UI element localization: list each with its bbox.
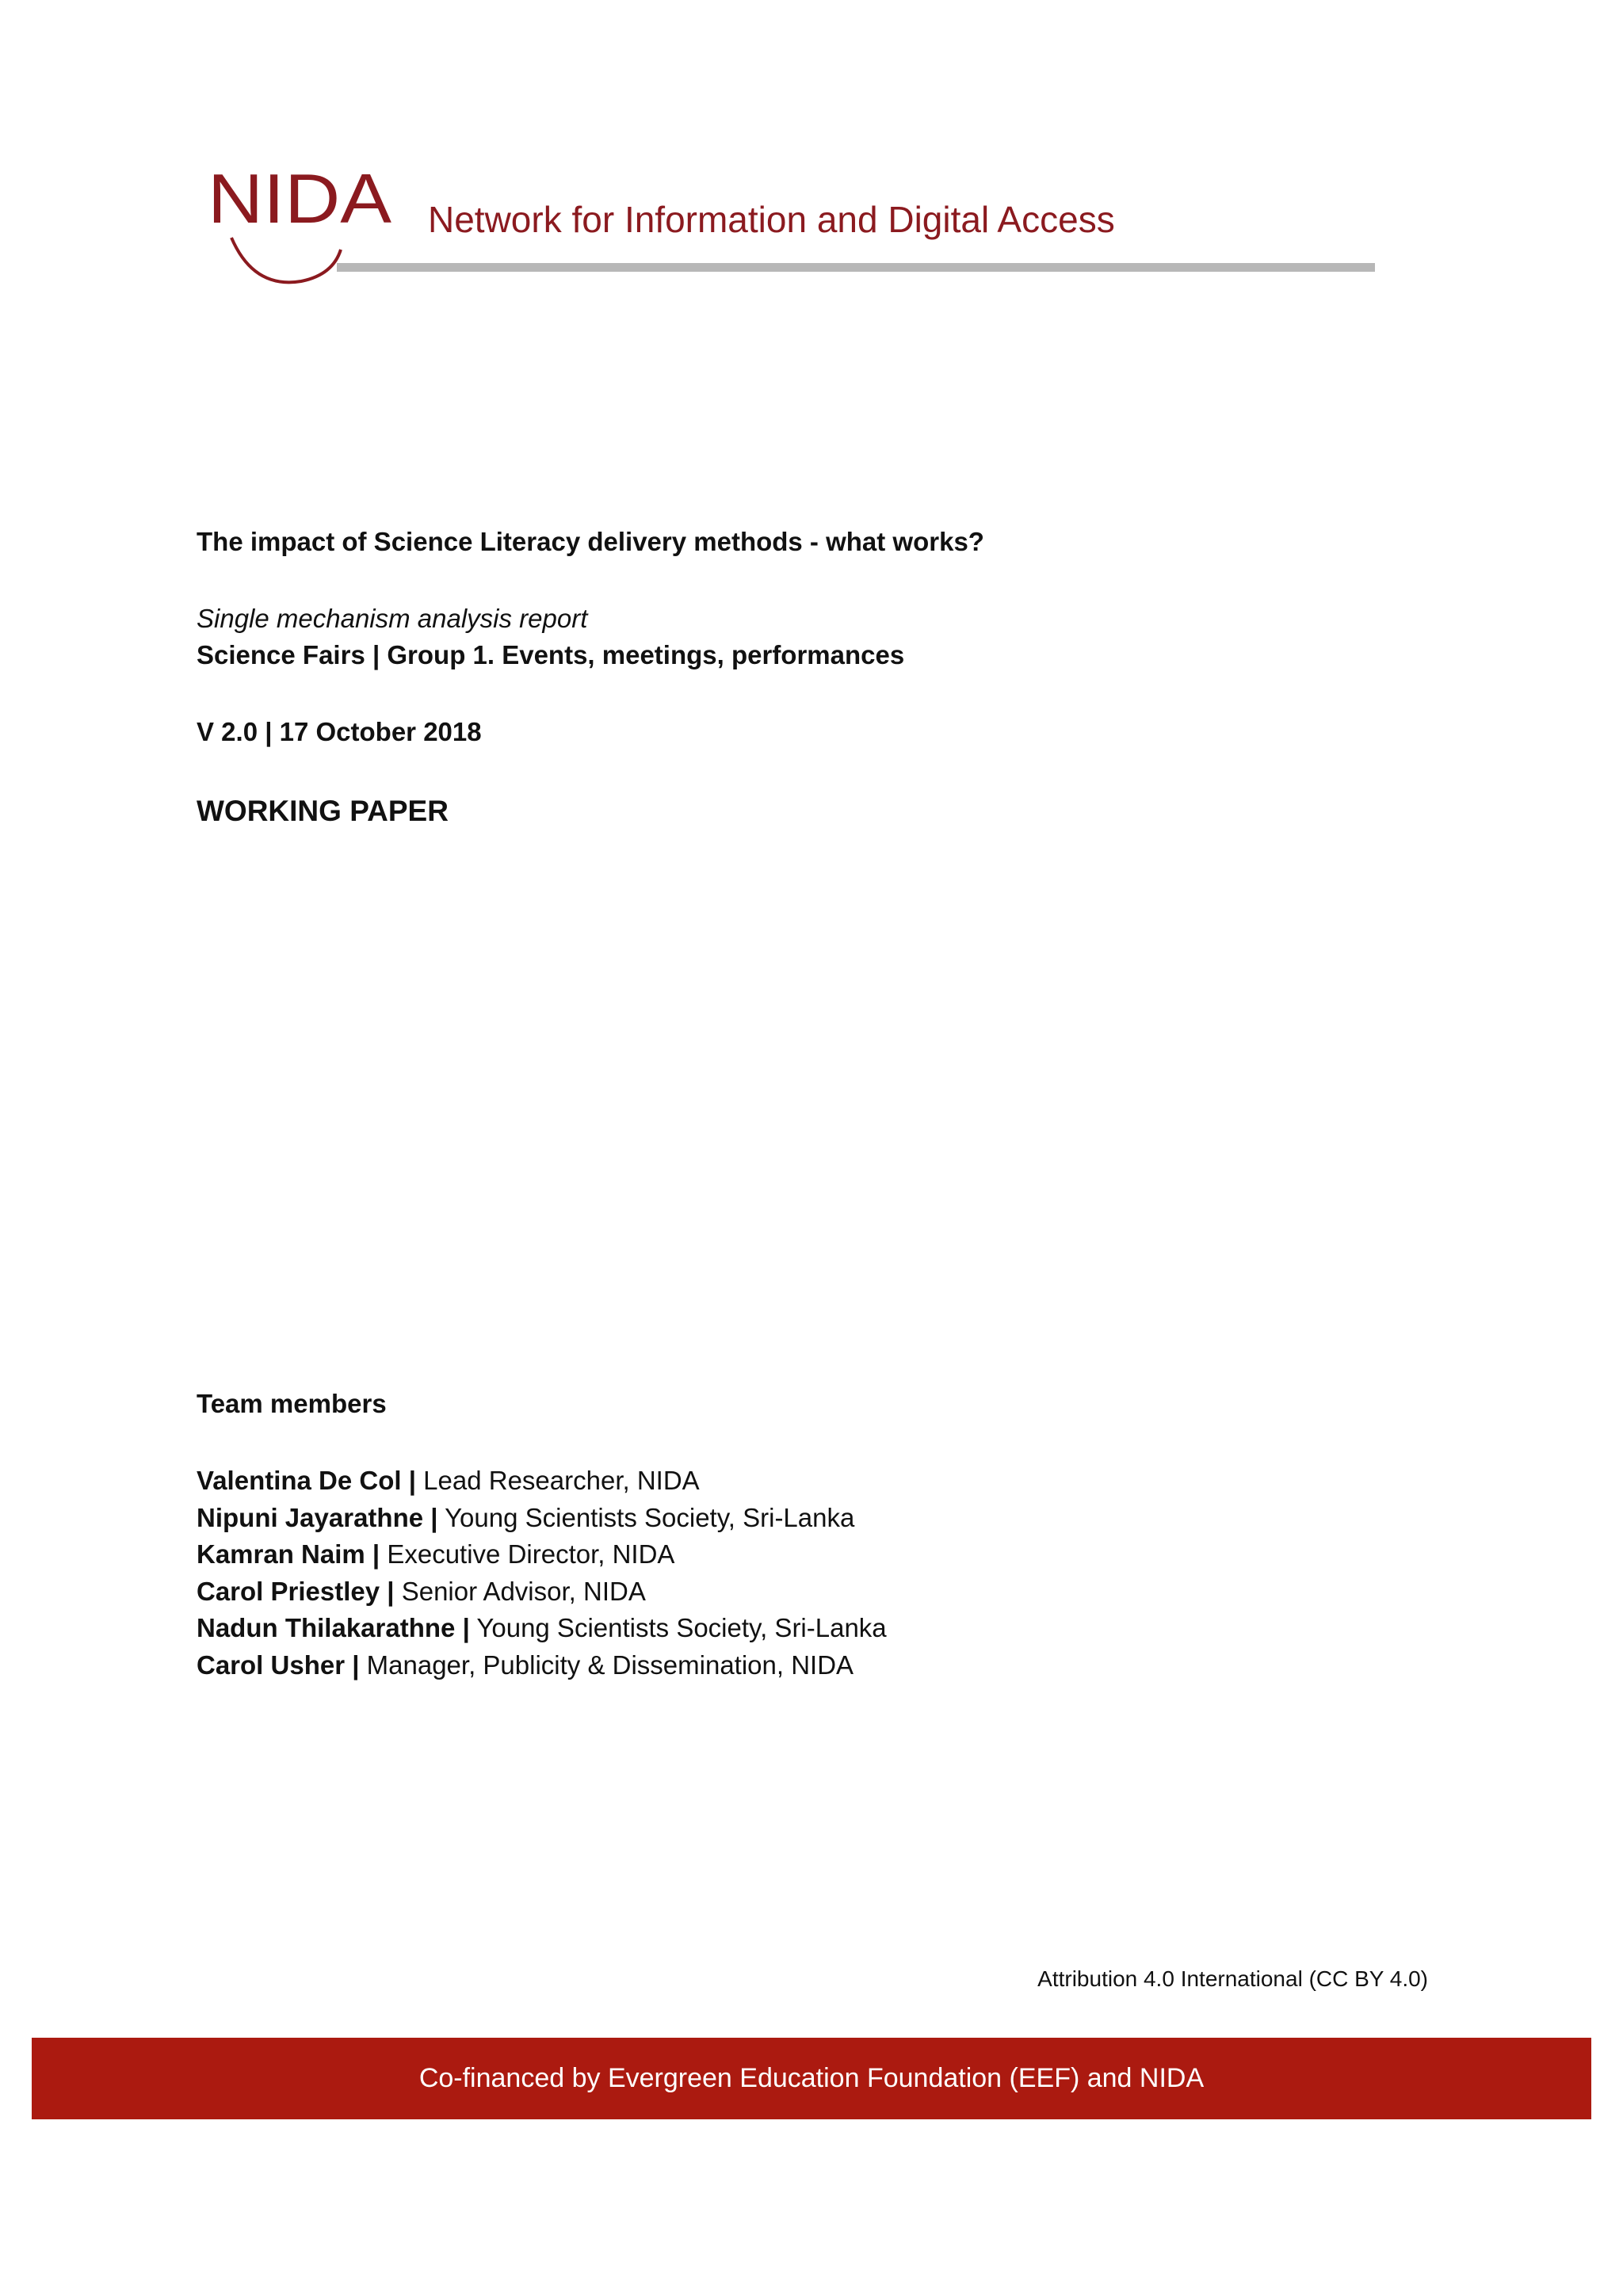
- team-list: [197, 1463, 887, 1684]
- member-name: Carol Priestley: [197, 1576, 380, 1606]
- member-separator: |: [387, 1576, 395, 1606]
- member-separator: |: [352, 1650, 360, 1680]
- team-member: [197, 1573, 887, 1611]
- team-member: [197, 1500, 887, 1537]
- member-name: Kamran Naim: [197, 1539, 365, 1569]
- team-member: [197, 1463, 887, 1500]
- member-separator: |: [372, 1539, 380, 1569]
- organization-name: Network for Information and Digital Access: [428, 199, 1115, 240]
- footer-text: Co-financed by Evergreen Education Foundation (EEF) and NIDA: [418, 2063, 1205, 2093]
- member-role: Executive Director, NIDA: [387, 1539, 675, 1569]
- team-heading: Team members: [197, 1389, 387, 1418]
- member-separator: |: [430, 1502, 438, 1532]
- member-name: Nipuni Jayarathne: [197, 1502, 424, 1532]
- member-name: Valentina De Col: [197, 1466, 402, 1495]
- logo-lettering: NIDA: [208, 162, 392, 238]
- team-member: [197, 1610, 887, 1647]
- member-separator: |: [408, 1466, 416, 1495]
- logo-swoosh: [231, 238, 341, 282]
- report-version: V 2.0 | 17 October 2018: [197, 717, 482, 746]
- license-notice: Attribution 4.0 International (CC BY 4.0): [1037, 1966, 1428, 1991]
- team-member: [197, 1647, 887, 1684]
- team-member: [197, 1536, 887, 1573]
- member-name: Nadun Thilakarathne: [197, 1613, 456, 1642]
- member-role: Young Scientists Society, Sri-Lanka: [476, 1613, 887, 1642]
- report-subtitle: Single mechanism analysis report: [197, 604, 588, 633]
- member-role: Young Scientists Society, Sri-Lanka: [445, 1502, 855, 1532]
- member-role: Lead Researcher, NIDA: [423, 1466, 700, 1495]
- member-role: Manager, Publicity & Dissemination, NIDA: [366, 1650, 854, 1680]
- report-group: Science Fairs | Group 1. Events, meetings, performances: [197, 640, 905, 669]
- member-name: Carol Usher: [197, 1650, 346, 1680]
- header-rule: [337, 263, 1375, 272]
- footer-band: [32, 2038, 1591, 2119]
- document-header: [206, 162, 1375, 289]
- report-title: The impact of Science Literacy delivery methods - what works?: [197, 527, 984, 556]
- report-status: WORKING PAPER: [197, 795, 449, 827]
- member-separator: |: [462, 1613, 470, 1642]
- member-role: Senior Advisor, NIDA: [401, 1576, 646, 1606]
